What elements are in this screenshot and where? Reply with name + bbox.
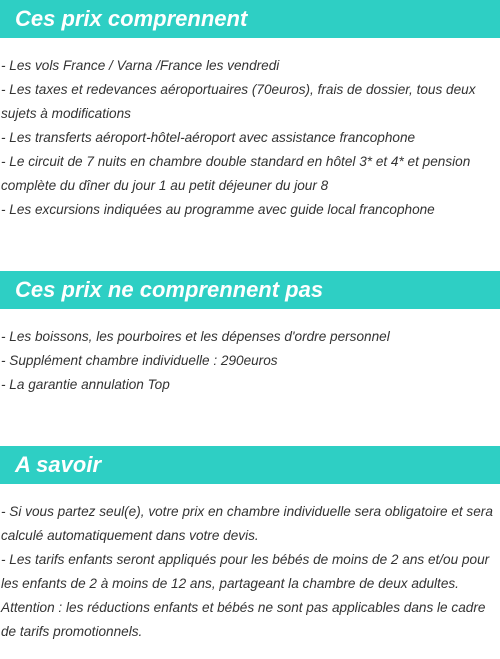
list-item: Attention : les réductions enfants et bébés ne sont pas applicables dans le cadre de tarifs promotionnels.: [1, 600, 486, 639]
list-item: - Les boissons, les pourboires et les dépenses d'ordre personnel: [1, 329, 390, 344]
list-item: - Les tarifs enfants seront appliqués pour les bébés de moins de 2 ans et/ou pour les enfants de 2 à moins de 12 ans, partageant la chambre de deux adultes.: [1, 552, 490, 591]
includes-list: [0, 54, 500, 222]
list-item: - Les transferts aéroport-hôtel-aéroport avec assistance francophone: [1, 130, 416, 145]
section-excludes: [0, 271, 500, 397]
list-item: - Supplément chambre individuelle : 290euros: [1, 353, 278, 368]
section-title-savoir: A savoir: [0, 446, 500, 484]
excludes-list: [0, 325, 500, 397]
list-item: - Si vous partez seul(e), votre prix en chambre individuelle sera obligatoire et sera calculé automatiquement dans votre devis.: [1, 504, 493, 543]
list-item: - La garantie annulation Top: [1, 377, 170, 392]
list-item: - Les taxes et redevances aéroportuaires (70euros), frais de dossier, tous deux sujets à modifications: [1, 82, 476, 121]
section-includes: [0, 0, 500, 222]
section-title-includes: Ces prix comprennent: [0, 0, 500, 38]
list-item: - Le circuit de 7 nuits en chambre double standard en hôtel 3* et 4* et pension complète du dîner du jour 1 au petit déjeuner du jour 8: [1, 154, 471, 193]
savoir-list: [0, 500, 500, 644]
list-item: - Les vols France / Varna /France les vendredi: [1, 58, 280, 73]
section-title-excludes: Ces prix ne comprennent pas: [0, 271, 500, 309]
list-item: - Les excursions indiquées au programme avec guide local francophone: [1, 202, 435, 217]
section-savoir: [0, 446, 500, 644]
